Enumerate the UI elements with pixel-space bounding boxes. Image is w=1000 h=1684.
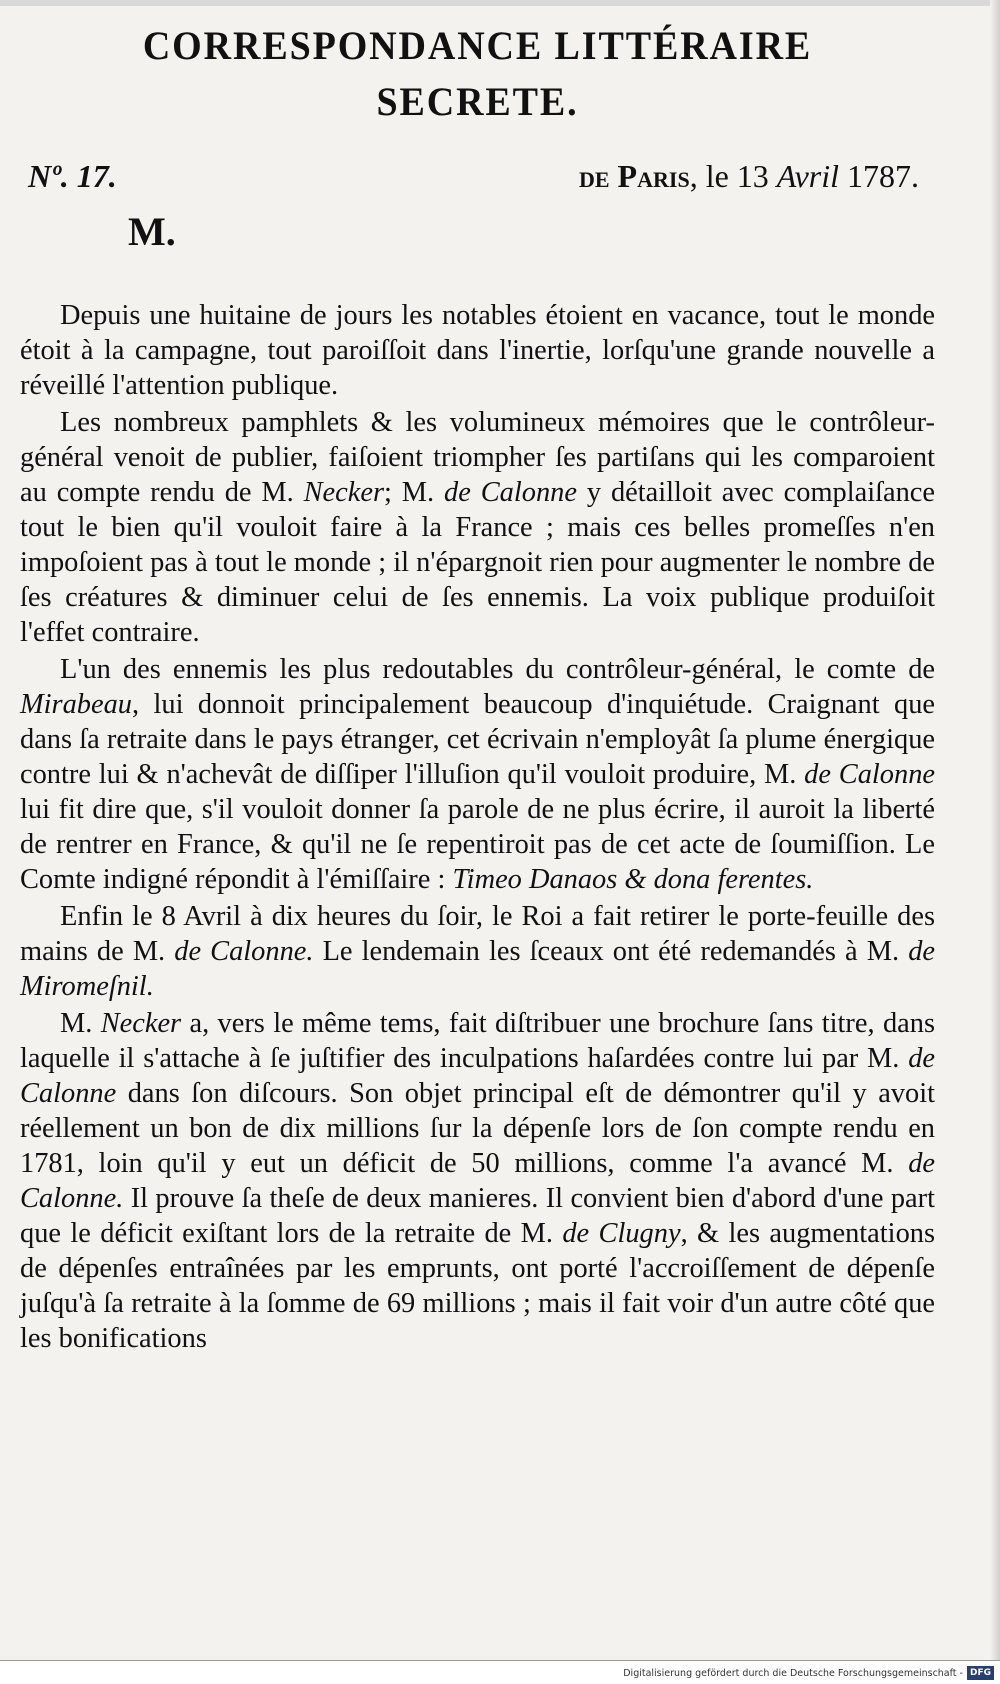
dateline	[20, 156, 935, 196]
italic-name: Necker	[303, 477, 385, 508]
paragraph	[20, 652, 935, 897]
italic-name: Necker	[100, 1008, 182, 1039]
scan-top-edge	[0, 0, 1000, 6]
italic-name: de Calonne	[444, 477, 577, 508]
footer-divider	[0, 1660, 1000, 1661]
text-run: Depuis une huitaine de jours les notables étoient en vacance, tout le monde étoit à la campagne, tout paroiſſoit dans l'inertie, lorſqu'une grande nouvelle a réveillé l'attention publique.	[20, 300, 935, 401]
date-prefix: , le 13	[689, 158, 769, 194]
salutation: M.	[128, 209, 176, 254]
text-run: Le lendemain les ſceaux ont été redemandés à M.	[313, 936, 909, 967]
italic-name: de Miromeſnil.	[20, 936, 935, 1002]
italic-name: Mirabeau	[20, 689, 132, 720]
scan-right-edge	[990, 0, 1000, 1660]
date-month: Avril	[776, 158, 839, 194]
text-run: , & les augmentations de dépenſes entraînées par les emprunts, ont porté l'accroiſſement de dépenſe juſqu'à ſa retraite à la ſomme de 69 millions ; mais il fait voir d'un autre côté que les bonifications	[20, 1218, 936, 1354]
dfg-logo-icon: DFG	[967, 1666, 994, 1680]
italic-name: de Calonne	[20, 1043, 935, 1109]
text-run: M.	[60, 1008, 101, 1039]
article-body	[20, 298, 935, 1356]
journal-title: CORRESPONDANCE LITTÉRAIRE SECRETE.	[142, 23, 813, 124]
digitization-footer	[623, 1665, 994, 1681]
text-run: Il prouve ſa theſe de deux manieres. Il convient bien d'abord d'une part que le déficit exiſtant lors de la retraite de M.	[20, 1183, 935, 1249]
text-run: Enfin le 8 Avril à dix heures du ſoir, le Roi a fait retirer le porte-feuille des mains de M.	[20, 901, 935, 967]
text-run: Les nombreux pamphlets & les volumineux mémoires que le contrôleur-général venoit de publier, faiſoient triompher ſes partiſans qui les comparoient au compte rendu de M.	[20, 407, 935, 508]
text-run: L'un des ennemis les plus redoutables du contrôleur-général, le comte de	[60, 654, 935, 685]
italic-name: de Calonne.	[174, 936, 314, 967]
italic-name: de Clugny	[562, 1218, 681, 1249]
text-run: , lui donnoit principalement beaucoup d'inquiétude. Craignant que dans ſa retraite dans le pays étranger, cet écrivain n'employât ſa plume énergique contre lui & n'achevât de diſſiper l'illuſion qu'il vouloit produire, M.	[20, 689, 935, 790]
paragraph	[20, 1006, 935, 1356]
text-run: y détailloit avec complaiſance tout le bien qu'il vouloit faire à la France ; mais ces belles promeſſes n'en impoſoient pas à tout le monde ; il n'épargnoit rien pour augmenter le nombre de ſes créatures & diminuer celui de ſes ennemis. La voix publique produiſoit l'effet contraire.	[20, 477, 935, 648]
paragraph	[20, 405, 935, 650]
italic-name: de Calonne	[804, 759, 935, 790]
date-place	[579, 156, 935, 196]
text-run: lui fit dire que, s'il vouloit donner ſa parole de ne plus écrire, il auroit la liberté de rentrer en France, & qu'il ne ſe repentiroit pas de cet acte de ſoumiſſion. Le Comte indigné répondit à l'émiſſaire :	[20, 794, 935, 895]
text-run: ; M.	[384, 477, 445, 508]
paragraph	[20, 298, 935, 403]
date-year: 1787.	[847, 158, 919, 194]
italic-name: Timeo Danaos & dona ferentes.	[452, 864, 814, 895]
issue-number: Nº. 17.	[28, 158, 117, 194]
text-run: a, vers le même tems, fait diſtribuer une brochure ſans titre, dans laquelle il s'attache à ſe juſtifier des inculpations haſardées contre lui par M.	[20, 1008, 935, 1074]
italic-name: de Calonne.	[20, 1148, 935, 1214]
paragraph	[20, 899, 935, 1004]
page-content	[20, 18, 935, 1358]
footer-credit: Digitalisierung gefördert durch die Deutsche Forschungsgemeinschaft -	[623, 1667, 963, 1679]
text-run: dans ſon diſcours. Son objet principal eſt de démontrer qu'il y avoit réellement un bon de dix millions ſur la dépenſe lors de ſon compte rendu en 1781, loin qu'il y eut un déficit de 50 millions, comme l'a avancé M.	[20, 1078, 935, 1179]
place-name: de Paris	[579, 158, 690, 194]
